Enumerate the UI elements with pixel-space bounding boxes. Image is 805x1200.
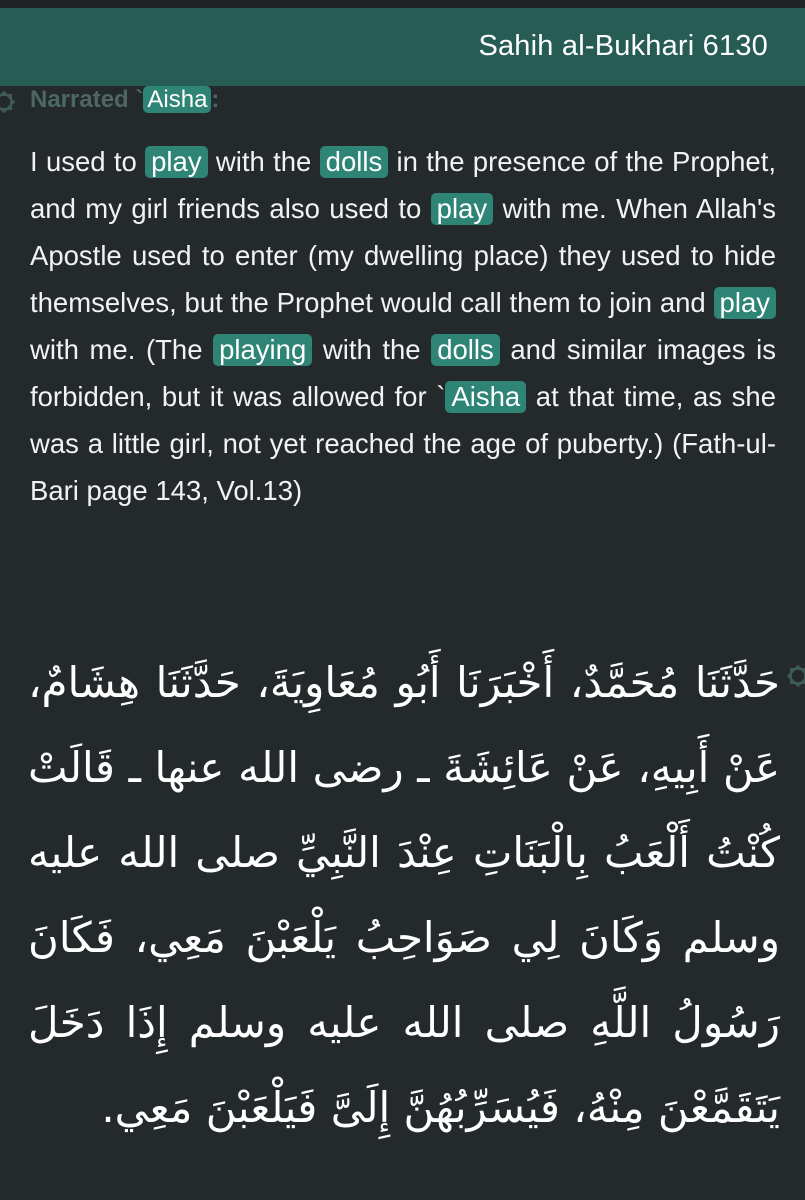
text-segment: with me. When Allah's Apostle used to enter (my dwelling place) they used to hide themselves, but the Prophet would call them to join and — [30, 193, 777, 318]
narrator-suffix: : — [211, 86, 220, 113]
text-segment: in the presence of the Prophet, and my girl friends also used to — [30, 146, 776, 224]
text-segment: with the — [207, 146, 320, 177]
narrator-line — [30, 86, 219, 114]
text-segment: and similar images is forbidden, but it was allowed for ` — [30, 334, 776, 412]
search-highlight: Aisha — [445, 381, 526, 413]
text-segment: with the — [312, 334, 432, 365]
search-highlight: dolls — [431, 334, 500, 366]
search-highlight: playing — [213, 334, 312, 366]
arabic-text: حَدَّثَنَا مُحَمَّدٌ، أَخْبَرَنَا أَبُو مُعَاوِيَةَ، حَدَّثَنَا هِشَامٌ، عَنْ أَبِيهِ، عَنْ عَائِشَةَ ـ رضى الله عنها ـ قَالَتْ كُنْتُ أَلْعَبُ بِالْبَنَاتِ عِنْدَ النَّبِيِّ صلى الله عليه وسلم وَكَانَ لِي صَوَاحِبُ يَلْعَبْنَ مَعِي، فَكَانَ رَسُولُ اللَّهِ صلى الله عليه وسلم إِذَا دَخَلَ يَتَقَمَّعْنَ مِنْهُ، فَيُسَرِّبُهُنَّ إِلَىَّ فَيَلْعَبْنَ مَعِي. — [28, 658, 780, 1132]
narrator-prefix: Narrated ` — [30, 86, 144, 113]
hadith-header — [0, 0, 805, 86]
text-segment: I used to — [30, 146, 146, 177]
search-highlight: play — [145, 146, 207, 178]
english-translation — [30, 138, 776, 514]
ornament-icon — [786, 664, 805, 688]
ornament-icon — [0, 90, 16, 114]
text-segment: at that time, as she was a little girl, not yet reached the age of puberty.) (Fath-ul-Bari page 143, Vol.13) — [30, 381, 777, 506]
search-highlight: dolls — [320, 146, 389, 178]
hadith-reference: Sahih al-Bukhari 6130 — [478, 30, 768, 62]
text-segment: with me. (The — [30, 334, 214, 365]
narrator-name: Aisha — [143, 86, 211, 113]
search-highlight: play — [714, 287, 776, 319]
search-highlight: play — [431, 193, 493, 225]
